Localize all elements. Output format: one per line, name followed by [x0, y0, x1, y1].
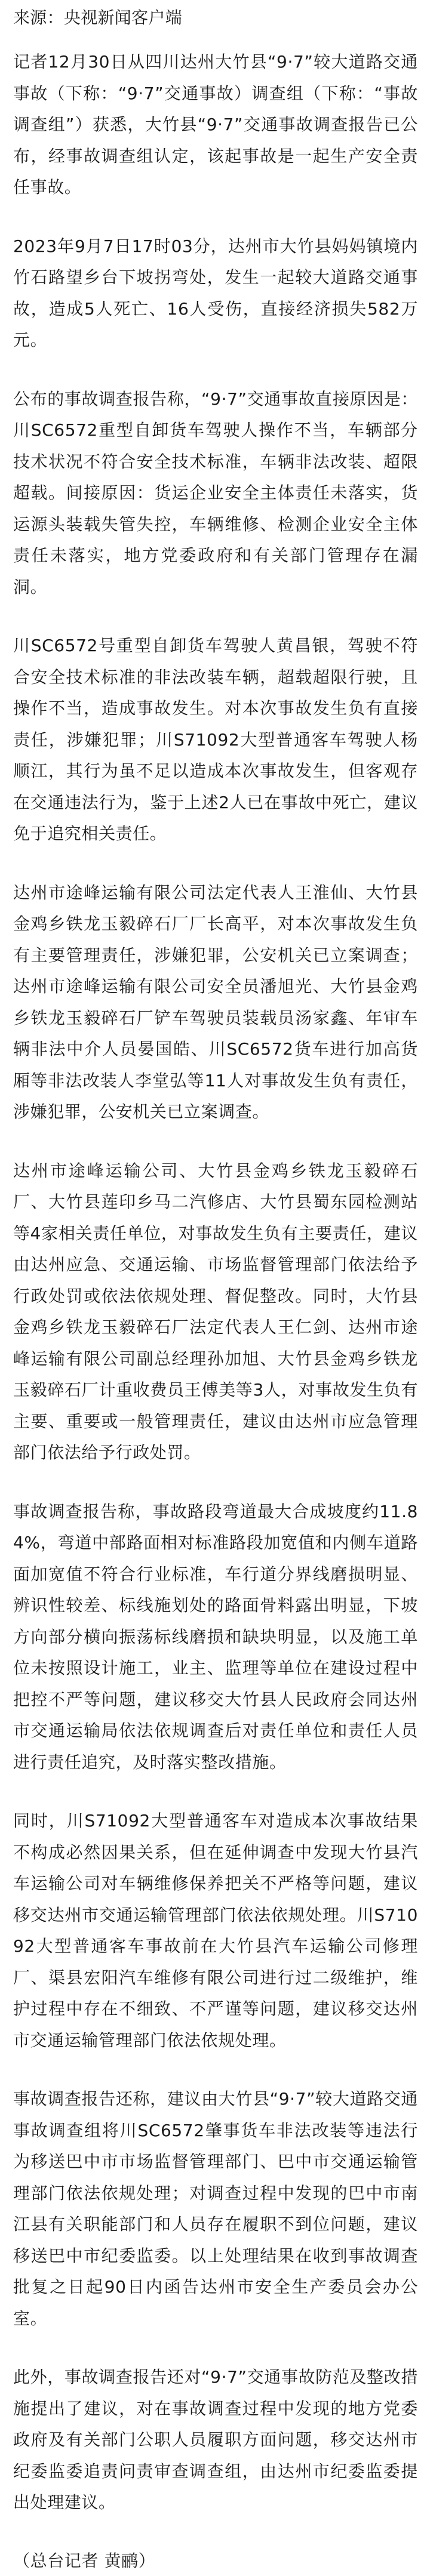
article-paragraph-3: 公布的事故调查报告称，“9·7”交通事故直接原因是：川SC6572重型自卸货车驾驶人操作不当，车辆部分技术状况不符合安全技术标准，车辆非法改装、超限超载。间接原因：货运企业安全主体责任未落实，货运源头装载失管失控，车辆维修、检测企业安全主体责任未落实，地方党委政府和有关部门管理存在漏洞。 [13, 389, 418, 597]
article-paragraph-7: 事故调查报告称，事故路段弯道最大合成坡度约11.84%，弯道中部路面相对标准路段加宽值和内侧车道路面加宽值不符合行业标准，车行道分界线磨损明显、辨识性较差、标线施划处的路面骨料露出明显，下坡方向部分横向振荡标线磨损和缺块明显，以及施工单位未按照设计施工，业主、监理等单位在建设过程中把控不严等问题，建议移交大竹县人民政府会同达州市交通运输局依法依规调查后对责任单位和责任人员进行责任追究，及时落实整改措施。 [13, 1501, 418, 1772]
article-paragraph-4: 川SC6572号重型自卸货车驾驶人黄昌银，驾驶不符合安全技术标准的非法改装车辆，超载超限行驶，且操作不当，造成事故发生。对本次事故发生负有直接责任，涉嫌犯罪；川S71092大型普通客车驾驶人杨顺江，其行为虽不足以造成本次事故发生，但客观存在交通违法行为，鉴于上述2人已在事故中死亡，建议免于追究相关责任。 [13, 636, 418, 843]
article-paragraph-8: 同时，川S71092大型普通客车对造成本次事故结果不构成必然因果关系，但在延伸调查中发现大竹县汽车运输公司对车辆维修保养把关不严格等问题，建议移交达州市交通运输管理部门依法依规处理。川S71092大型普通客车事故前在大竹县汽车运输公司修理厂、渠县宏阳汽车维修有限公司进行过二级维护，维护过程中存在不细致、不严谨等问题，建议移交达州市交通运输管理部门依法依规处理。 [13, 1811, 418, 2050]
article-source: 来源：央视新闻客户端 [13, 8, 183, 27]
article-paragraph-1: 记者12月30日从四川达州大竹县“9·7”较大道路交通事故（下称：“9·7”交通事故）调查组（下称：“事故调查组”）获悉，大竹县“9·7”交通事故调查报告已公布，经事故调查组认定，该起事故是一起生产安全责任事故。 [13, 52, 418, 197]
article-paragraph-5: 达州市途峰运输有限公司法定代表人王淮仙、大竹县金鸡乡铁龙玉毅碎石厂厂长高平，对本次事故发生负有主要管理责任，涉嫌犯罪，公安机关已立案调查；达州市途峰运输有限公司安全员潘旭光、大竹县金鸡乡铁龙玉毅碎石厂铲车驾驶员装载员汤家鑫、年审车辆非法中介人员晏国皓、川SC6572货车进行加高货厢等非法改装人李堂弘等11人对事故发生负有责任，涉嫌犯罪，公安机关已立案调查。 [13, 882, 418, 1121]
article-editor-credit: （总台记者 黄鹂） [13, 2550, 156, 2571]
article-paragraph-9: 事故调查报告还称，建议由大竹县“9·7”较大道路交通事故调查组将川SC6572肇事货车非法改装等违法行为移送巴中市市场监督管理部门、巴中市交通运输管理部门依法依规处理；对调查过程中发现的巴中市南江县有关职能部门和人员存在履职不到位问题，建议移送巴中市纪委监委。以上处理结果在收到事故调查批复之日起90日内函告达州市安全生产委员会办公室。 [13, 2089, 418, 2328]
article-paragraph-2: 2023年9月7日17时03分，达州市大竹县妈妈镇境内竹石路望乡台下坡拐弯处，发生一起较大道路交通事故，造成5人死亡、16人受伤，直接经济损失582万元。 [13, 236, 418, 350]
article-paragraph-6: 达州市途峰运输公司、大竹县金鸡乡铁龙玉毅碎石厂、大竹县莲印乡马二汽修店、大竹县蜀东园检测站等4家相关责任单位，对事故发生负有主要责任，建议由达州应急、交通运输、市场监督管理部门依法给予行政处罚或依法依规处理、督促整改。同时，大竹县金鸡乡铁龙玉毅碎石厂法定代表人王仁剑、达州市途峰运输有限公司副总经理孙加旭、大竹县金鸡乡铁龙玉毅碎石厂计重收费员王傅美等3人，对事故发生负有主要、重要或一般管理责任，建议由达州市应急管理部门依法给予行政处罚。 [13, 1160, 418, 1462]
article-paragraph-10: 此外，事故调查报告还对“9·7”交通事故防范及整改措施提出了建议，对在事故调查过程中发现的地方党委政府及有关部门公职人员履职方面问题，移交达州市纪委监委追责问责审查调查组，由达州市纪委监委提出处理建议。 [13, 2367, 418, 2512]
